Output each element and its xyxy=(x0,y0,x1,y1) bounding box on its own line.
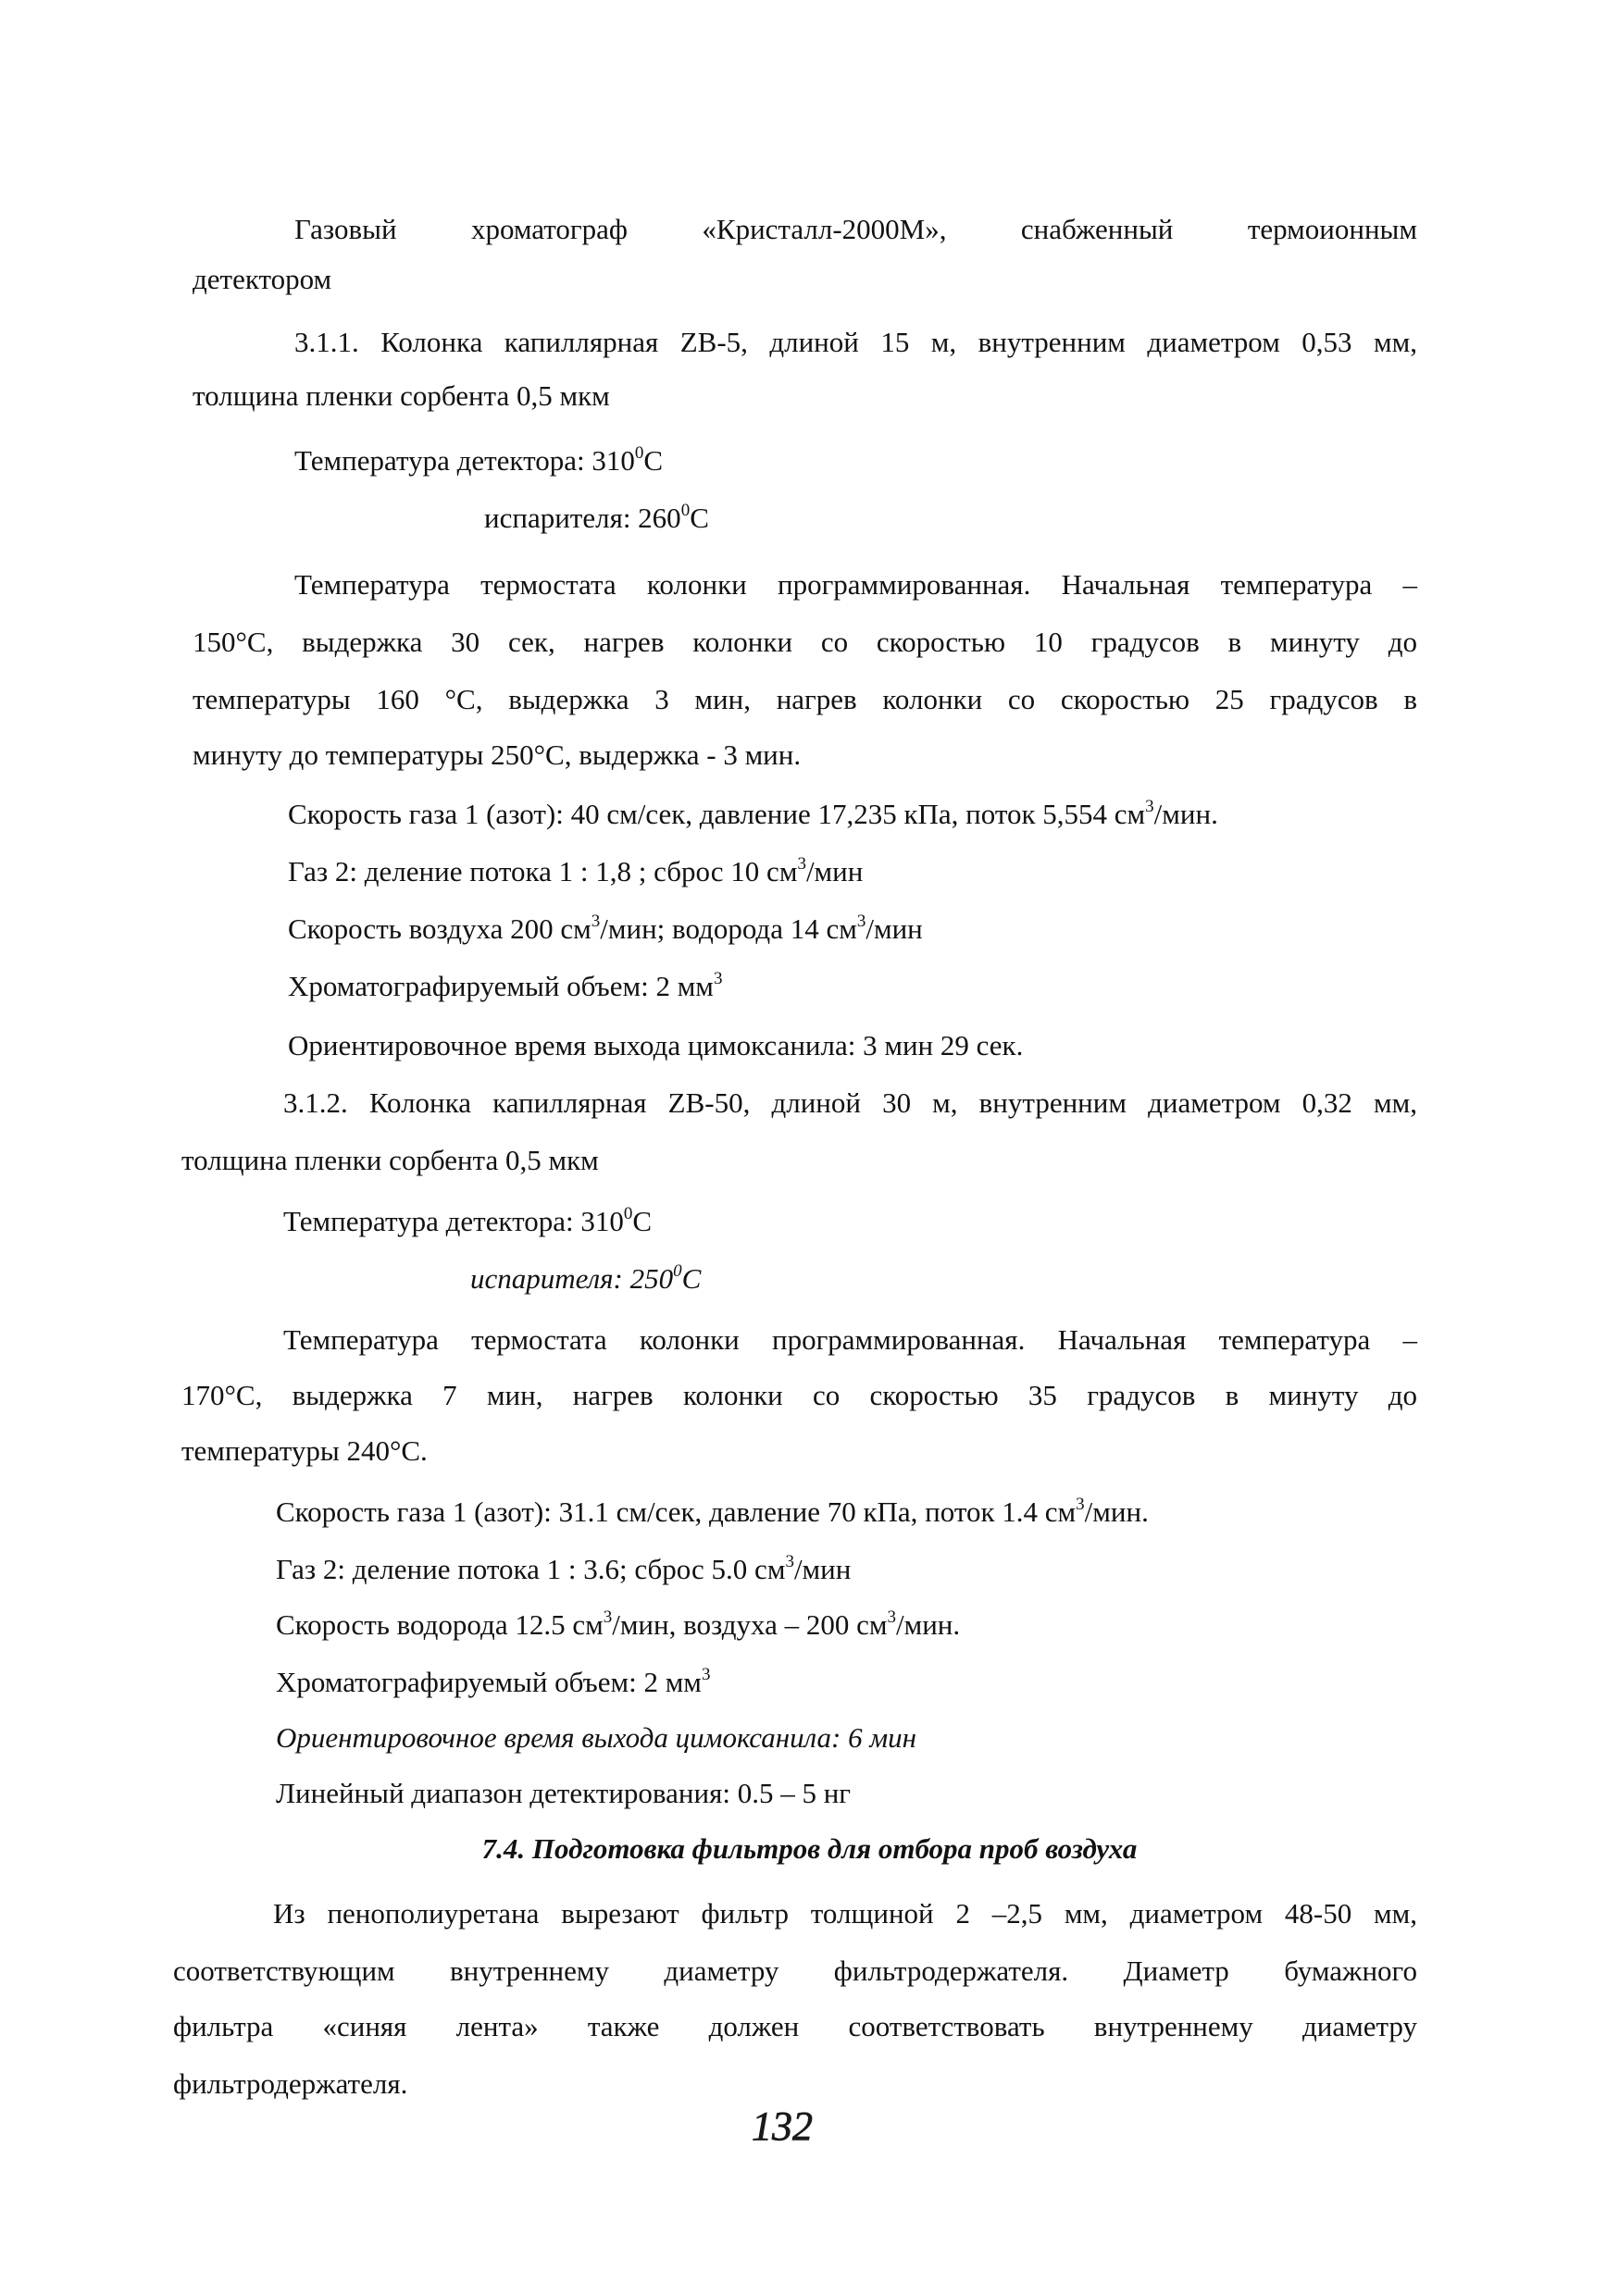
degree-sup: 0 xyxy=(680,500,691,520)
col1-prog-3: температуры 160 °С, выдержка 3 мин, нагрев колонки со скоростью 25 градусов в xyxy=(193,683,1417,715)
degree-sup: 0 xyxy=(634,442,644,463)
col2-gas-2 xyxy=(276,1551,851,1588)
section-para-2: соответствующим внутреннему диаметру фильтродержателя. Диаметр бумажного xyxy=(173,1955,1417,1987)
col2-line-1: 3.1.2. Колонка капиллярная ZB-50, длиной 30 м, внутренним диаметром 0,32 мм, xyxy=(283,1086,1417,1119)
col1-gas-2 xyxy=(288,853,863,890)
text: Температура детектора: 310 xyxy=(294,444,635,477)
section-para-4: фильтродержателя. xyxy=(173,2067,408,2100)
section-heading: 7.4. Подготовка фильтров для отбора проб воздуха xyxy=(481,1832,1138,1865)
intro-word: Газовый xyxy=(294,213,397,245)
col1-detector-temp xyxy=(294,442,663,479)
unit: С xyxy=(643,444,664,477)
text: Хроматографируемый объем: 2 мм xyxy=(276,1666,702,1698)
col2-evaporator-temp xyxy=(470,1260,701,1297)
text: /мин; водорода 14 см xyxy=(600,912,857,945)
col1-volume xyxy=(288,968,722,1005)
text: Температура детектора: 310 xyxy=(283,1205,624,1237)
degree-sup: 0 xyxy=(623,1203,633,1223)
cube-sup: 3 xyxy=(1076,1494,1085,1514)
cube-sup: 3 xyxy=(591,911,601,931)
cube-sup: 3 xyxy=(856,911,866,931)
unit: С xyxy=(690,502,709,534)
text: /мин, воздуха – 200 см xyxy=(612,1608,888,1641)
col1-prog-2: 150°С, выдержка 30 сек, нагрев колонки со скоростью 10 градусов в минуту до xyxy=(193,626,1417,658)
text: Скорость газа 1 (азот): 40 см/сек, давление 17,235 кПа, поток 5,554 см xyxy=(288,798,1146,830)
page-number-text: 132 xyxy=(752,2104,813,2149)
intro-line-2: детектором xyxy=(193,263,332,295)
col2-volume xyxy=(276,1664,710,1701)
cube-sup: 3 xyxy=(797,853,806,874)
intro-word: хроматограф xyxy=(470,213,628,245)
col1-gas-1 xyxy=(288,796,1218,833)
col2-retention-time: Ориентировочное время выхода цимоксанила: 6 мин xyxy=(276,1721,917,1754)
intro-word: снабженный xyxy=(1020,213,1174,245)
cube-sup: 3 xyxy=(603,1607,613,1627)
text: /мин xyxy=(805,855,864,887)
col2-line-2: толщина пленки сорбента 0,5 мкм xyxy=(181,1144,599,1176)
text: /мин. xyxy=(1153,798,1218,830)
col2-linear-range: Линейный диапазон детектирования: 0.5 – 5 нг xyxy=(276,1777,851,1809)
handwritten-page-number xyxy=(731,2099,833,2154)
intro-word: «Кристалл-2000М», xyxy=(702,213,947,245)
col1-retention-time: Ориентировочное время выхода цимоксанила: 3 мин 29 сек. xyxy=(288,1029,1024,1061)
unit: С xyxy=(681,1262,702,1295)
col2-prog-2: 170°С, выдержка 7 мин, нагрев колонки со скоростью 35 градусов в минуту до xyxy=(181,1379,1417,1411)
col2-prog-1: Температура термостата колонки программированная. Начальная температура – xyxy=(283,1323,1417,1356)
text: Газ 2: деление потока 1 : 3.6; сброс 5.0 см xyxy=(276,1553,786,1585)
degree-sup: 0 xyxy=(673,1260,682,1281)
text: Газ 2: деление потока 1 : 1,8 ; сброс 10 см xyxy=(288,855,798,887)
col1-line-2: толщина пленки сорбента 0,5 мкм xyxy=(193,379,610,412)
col1-line-1: 3.1.1. Колонка капиллярная ZB-5, длиной 15 м, внутренним диаметром 0,53 мм, xyxy=(294,326,1417,358)
cube-sup: 3 xyxy=(887,1607,896,1627)
cube-sup: 3 xyxy=(713,968,723,988)
text: /мин xyxy=(866,912,923,945)
text: Скорость газа 1 (азот): 31.1 см/сек, давление 70 кПа, поток 1.4 см xyxy=(276,1496,1077,1528)
col1-prog-1: Температура термостата колонки программированная. Начальная температура – xyxy=(294,568,1417,601)
col1-air-speed xyxy=(288,911,923,948)
text: испарителя: 250 xyxy=(470,1262,674,1295)
text: /мин. xyxy=(895,1608,961,1641)
section-para-3: фильтра «синяя лента» также должен соответствовать внутреннему диаметру xyxy=(173,2010,1417,2042)
col2-prog-3: температуры 240°С. xyxy=(181,1434,428,1467)
text: Скорость воздуха 200 см xyxy=(288,912,592,945)
col1-evaporator-temp xyxy=(484,500,709,537)
text: /мин xyxy=(793,1553,852,1585)
col2-hydrogen-speed xyxy=(276,1607,960,1644)
text: испарителя: 260 xyxy=(484,502,681,534)
text: Хроматографируемый объем: 2 мм xyxy=(288,970,714,1002)
cube-sup: 3 xyxy=(701,1664,711,1684)
text: /мин. xyxy=(1084,1496,1149,1528)
section-para-1: Из пенополиуретана вырезают фильтр толщиной 2 –2,5 мм, диаметром 48-50 мм, xyxy=(273,1897,1417,1930)
intro-line-1 xyxy=(294,211,1417,248)
cube-sup: 3 xyxy=(785,1551,794,1571)
intro-word: термоионным xyxy=(1247,213,1417,245)
col2-detector-temp xyxy=(283,1203,652,1240)
cube-sup: 3 xyxy=(1145,796,1154,816)
unit: С xyxy=(632,1205,653,1237)
col1-prog-4: минуту до температуры 250°С, выдержка - 3 мин. xyxy=(193,738,802,771)
text: Скорость водорода 12.5 см xyxy=(276,1608,604,1641)
col2-gas-1 xyxy=(276,1494,1149,1531)
